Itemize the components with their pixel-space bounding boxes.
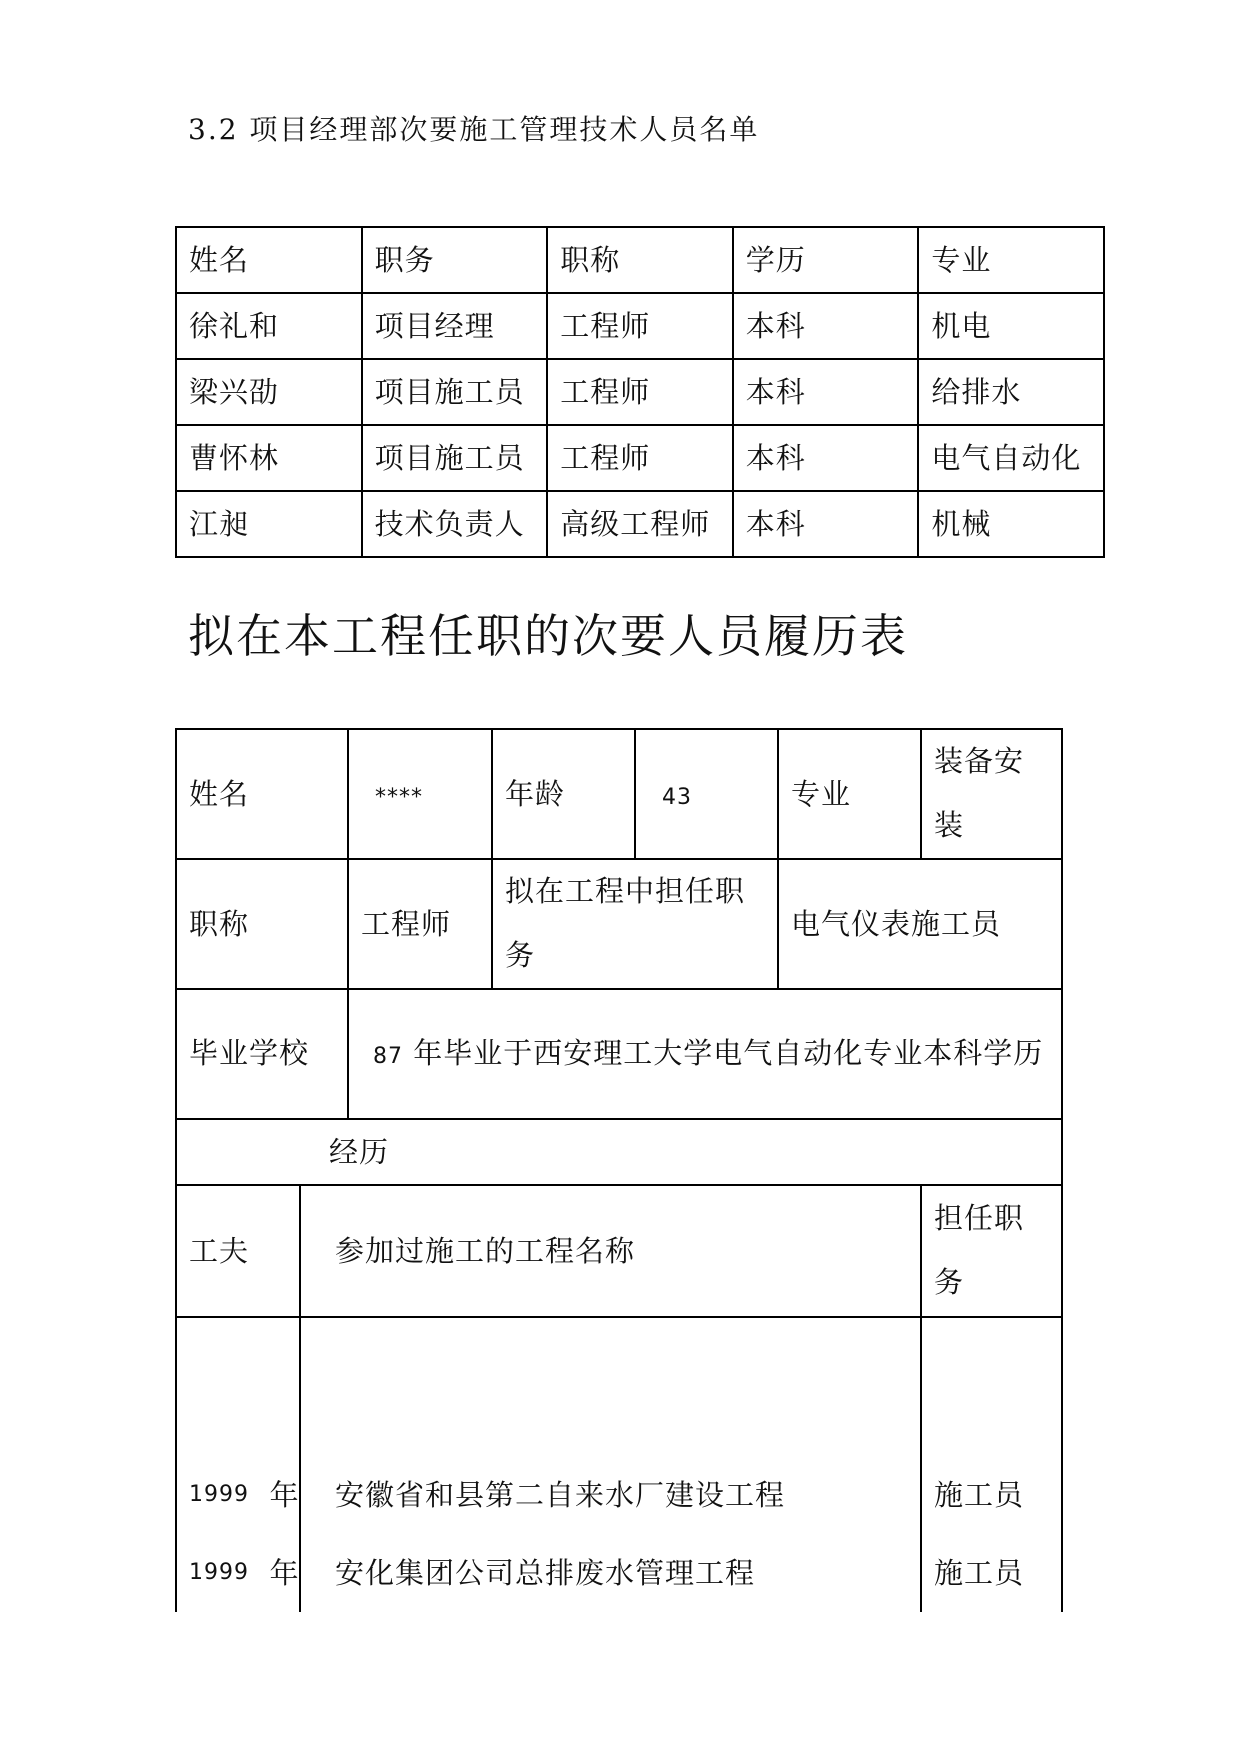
cell-title: 工程师 — [547, 293, 733, 359]
entry-position: 施工员 — [934, 1477, 1025, 1512]
cell-major: 机电 — [918, 293, 1104, 359]
cell-title: 工程师 — [547, 425, 733, 491]
resume-row-basic — [176, 729, 1062, 859]
entry-project: 安化集团公司总排废水管理工程 — [335, 1555, 756, 1590]
title-label: 职称 — [176, 859, 348, 989]
cell-position: 项目施工员 — [362, 425, 548, 491]
school-text: 年毕业于西安理工大学电气自动化专业本科学历 — [403, 1036, 1044, 1071]
section-title: 3.2 项目经理部次要施工管理技术人员名单 — [188, 113, 760, 146]
resume-row-title — [176, 859, 1062, 989]
cell-education: 本科 — [733, 293, 919, 359]
table-row — [176, 293, 1104, 359]
header-position: 职务 — [362, 227, 548, 293]
col-projects-label: 参加过施工的工程名称 — [300, 1185, 921, 1317]
header-education: 学历 — [733, 227, 919, 293]
age-value-text: 43 — [662, 784, 693, 810]
cell-education: 本科 — [733, 491, 919, 557]
cell-name: 曹怀林 — [176, 425, 362, 491]
cell-title: 高级工程师 — [547, 491, 733, 557]
table-header-row — [176, 227, 1104, 293]
school-label: 毕业学校 — [176, 989, 348, 1119]
cell-position: 项目施工员 — [362, 359, 548, 425]
cell-name: 梁兴劭 — [176, 359, 362, 425]
major-label: 专业 — [778, 729, 921, 859]
entries-positions — [921, 1317, 1062, 1612]
school-value — [348, 989, 1062, 1119]
header-name: 姓名 — [176, 227, 362, 293]
resume-row-experience — [176, 1119, 1062, 1185]
entries-time — [176, 1317, 300, 1612]
major-value: 装备安装 — [921, 729, 1062, 859]
school-year: 87 — [373, 1044, 404, 1070]
age-value — [635, 729, 778, 859]
header-title: 职称 — [547, 227, 733, 293]
header-major: 专业 — [918, 227, 1104, 293]
entry-year: 1999 — [189, 1559, 249, 1585]
entry-time-line — [189, 1456, 300, 1534]
name-label: 姓名 — [176, 729, 348, 859]
name-value-text: **** — [375, 784, 424, 810]
cell-name: 江昶 — [176, 491, 362, 557]
entry-year-suffix: 年 — [269, 1555, 300, 1590]
entry-year-suffix: 年 — [269, 1477, 300, 1512]
table-row — [176, 425, 1104, 491]
entry-project: 安徽省和县第二自来水厂建设工程 — [335, 1477, 786, 1512]
resume-table — [175, 728, 1063, 1612]
role-value: 电气仪表施工员 — [778, 859, 1062, 989]
cell-education: 本科 — [733, 425, 919, 491]
resume-row-school — [176, 989, 1062, 1119]
staff-table — [175, 226, 1105, 558]
age-label: 年龄 — [492, 729, 635, 859]
cell-title: 工程师 — [547, 359, 733, 425]
cell-position: 技术负责人 — [362, 491, 548, 557]
col-position-label: 担任职务 — [921, 1185, 1062, 1317]
resume-row-columns — [176, 1185, 1062, 1317]
cell-education: 本科 — [733, 359, 919, 425]
resume-row-entries — [176, 1317, 1062, 1612]
cell-major: 电气自动化 — [918, 425, 1104, 491]
cell-major: 机械 — [918, 491, 1104, 557]
table-row — [176, 491, 1104, 557]
entry-year: 1999 — [189, 1481, 249, 1507]
cell-major: 给排水 — [918, 359, 1104, 425]
entry-position: 施工员 — [934, 1555, 1025, 1590]
name-value — [348, 729, 492, 859]
role-label: 拟在工程中担任职务 — [492, 859, 778, 989]
col-time-label: 工夫 — [176, 1185, 300, 1317]
entry-time-line — [189, 1534, 300, 1612]
title-value: 工程师 — [348, 859, 492, 989]
resume-title: 拟在本工程任职的次要人员履历表 — [188, 609, 908, 663]
experience-label: 经历 — [176, 1119, 1062, 1185]
cell-name: 徐礼和 — [176, 293, 362, 359]
table-row — [176, 359, 1104, 425]
entries-projects — [300, 1317, 921, 1612]
cell-position: 项目经理 — [362, 293, 548, 359]
